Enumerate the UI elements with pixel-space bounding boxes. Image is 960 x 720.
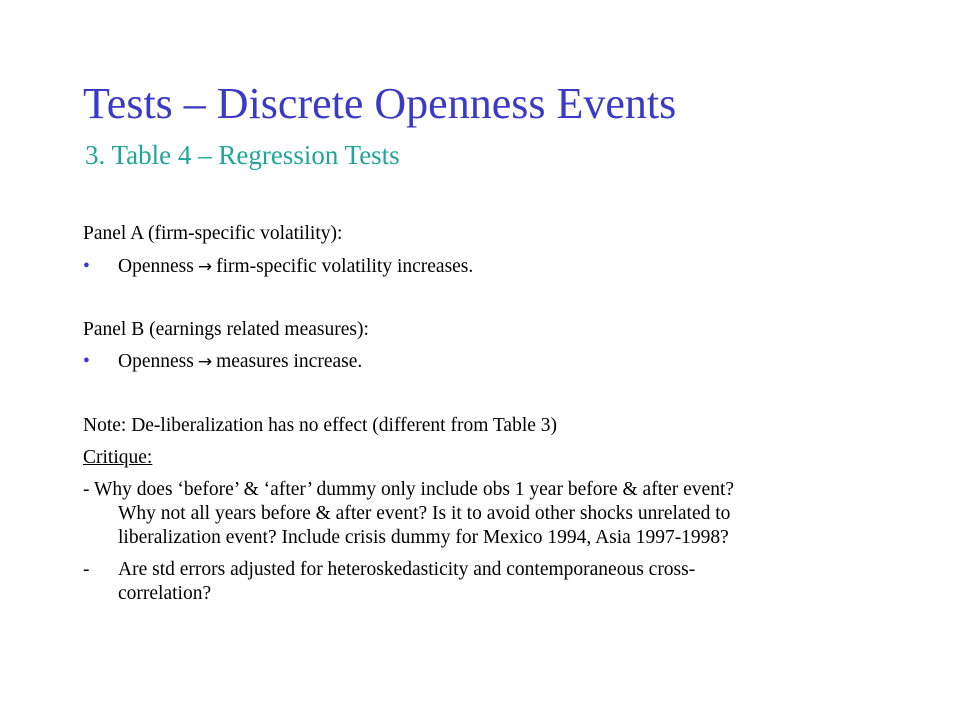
bullet-dot-icon: • xyxy=(83,351,90,372)
panel-b-bullet-rest: measures increase. xyxy=(216,351,363,372)
right-arrow-icon: → xyxy=(197,257,213,277)
panel-b-bullet-text xyxy=(118,350,362,374)
panel-a-heading: Panel A (firm-specific volatility): xyxy=(83,223,343,244)
critique-item-1-line1: Why does ‘before’ & ‘after’ dummy only include obs 1 year before & after event? xyxy=(94,479,735,500)
right-arrow-icon: → xyxy=(197,352,213,372)
panel-a-bullet-text xyxy=(118,255,473,279)
critique-item-2 xyxy=(83,558,913,606)
critique-item-1-first-line xyxy=(83,478,734,502)
critique-item-2-marker: - xyxy=(83,559,90,580)
critique-heading: Critique: xyxy=(83,447,153,468)
bullet-dot-icon: • xyxy=(83,256,90,277)
critique-item-2-line1: Are std errors adjusted for heteroskedasticity and contemporaneous cross- xyxy=(118,559,696,580)
panel-a-bullet-lead: Openness xyxy=(118,256,194,277)
slide-title: Tests – Discrete Openness Events xyxy=(83,79,677,128)
panel-a-bullet-rest: firm-specific volatility increases. xyxy=(216,256,474,277)
panel-b-bullet-lead: Openness xyxy=(118,351,194,372)
note-text: Note: De-liberalization has no effect (different from Table 3) xyxy=(83,415,558,436)
critique-item-1 xyxy=(83,478,913,550)
critique-item-1-line2: Why not all years before & after event? Is it to avoid other shocks unrelated to xyxy=(118,503,731,524)
critique-item-2-line2: correlation? xyxy=(118,583,212,604)
slide-subtitle: 3. Table 4 – Regression Tests xyxy=(85,140,400,170)
panel-b-heading: Panel B (earnings related measures): xyxy=(83,319,369,340)
critique-item-1-line3: liberalization event? Include crisis dummy for Mexico 1994, Asia 1997-1998? xyxy=(118,527,729,548)
critique-item-1-marker: - xyxy=(83,479,90,500)
